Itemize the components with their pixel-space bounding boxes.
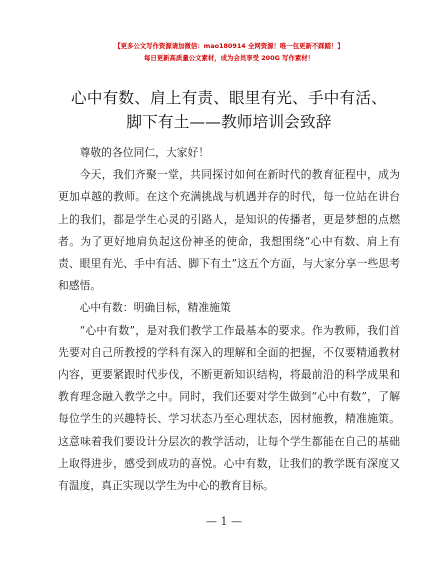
document-title-line-1: 心中有数、肩上有责、眼里有光、手中有活、	[71, 89, 387, 107]
document-title	[58, 86, 400, 134]
page-number: — 1 —	[206, 515, 242, 528]
greeting-paragraph: 尊敬的各位同仁，大家好！	[79, 146, 210, 159]
section-paragraph: “心中有数”，是对我们教学工作最基本的要求。作为教师，我们首先要对自己所教授的学科有深入的理解和全面的把握，不仅要精通教材内容，更要紧跟时代步伐，不断更新知识结构，将最前沿的科学成果和教育理念融入教学之中。同时，我们还要对学生做到“心中有数”，了解每位学生的兴趣特长、学习状态乃至心理状态，因材施教，精准施策。这意味着我们要设计分层次的教学活动，让每个学生都能在自己的基础上取得进步，感受到成功的喜悦。心中有数，让我们的教学既有深度又有温度，真正实现以学生为中心的教育目标。	[58, 323, 400, 493]
promo-banner-line-1: 【更多公文写作资源请加微信：mao180914 全网资源！唯一包更新不踩踏！】	[114, 42, 344, 50]
section-heading: 心中有数：明确目标，精准施策	[79, 301, 231, 315]
document-body	[58, 142, 400, 497]
intro-paragraph: 今天，我们齐聚一堂，共同探讨如何在新时代的教育征程中，成为更加卓越的教师。在这个充满挑战与机遇并存的时代，每一位站在讲台上的我们，都是学生心灵的引路人，是知识的传播者，更是梦想的点燃者。为了更好地肩负起这份神圣的使命，我想围绕“心中有数、肩上有责、眼里有光、手中有活、脚下有土”这五个方面，与大家分享一些思考和感悟。	[58, 168, 400, 293]
promo-banner-line-2: 每日更新高质量公文素材，成为会员享受 200G 写作素材！	[143, 54, 315, 62]
promo-banner	[58, 40, 400, 64]
document-title-line-2: 脚下有土——教师培训会致辞	[126, 113, 332, 131]
